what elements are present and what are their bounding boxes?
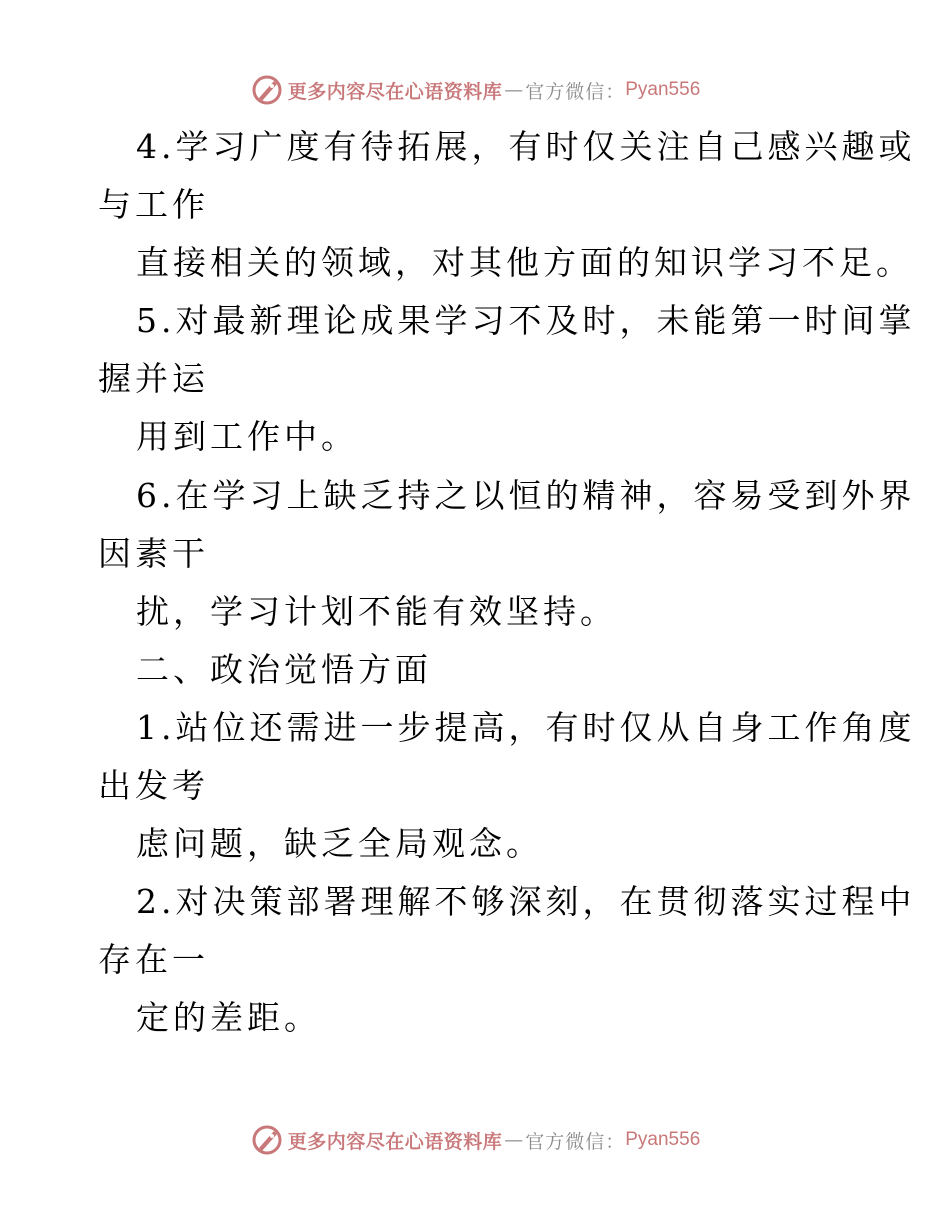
text-line: 6.在学习上缺乏持之以恒的精神，容易受到外界 (136, 476, 916, 515)
text-line: 1.站位还需进一步提高，有时仅从自身工作角度 (136, 708, 916, 747)
section-heading: 二、政治觉悟方面 (136, 650, 432, 689)
text-line: 扰，学习计划不能有效坚持。 (136, 592, 617, 631)
watermark-dash: — (504, 1129, 524, 1151)
text-line: 虑问题，缺乏全局观念。 (136, 824, 543, 863)
footer-watermark (0, 1120, 950, 1160)
watermark-label: 官方微信： (525, 80, 626, 103)
watermark-wechat-id: Pyan556 (625, 79, 701, 100)
text-line: 与工作 (98, 185, 209, 224)
text-line: 2.对决策部署理解不够深刻，在贯彻落实过程中 (136, 882, 916, 921)
watermark-brand: 更多内容尽在心语资料库 (287, 1130, 503, 1153)
text-line: 5.对最新理论成果学习不及时，未能第一时间掌 (136, 301, 916, 340)
text-line: 握并运 (98, 359, 209, 398)
watermark-dash: — (504, 79, 524, 101)
pen-logo-icon (250, 73, 284, 107)
text-line: 因素干 (98, 534, 209, 573)
header-watermark (0, 70, 950, 110)
text-line: 出发考 (98, 766, 209, 805)
text-line: 直接相关的领域，对其他方面的知识学习不足。 (136, 243, 913, 282)
text-line: 4.学习广度有待拓展，有时仅关注自己感兴趣或 (136, 127, 916, 166)
watermark-wechat-id: Pyan556 (625, 1129, 701, 1150)
text-line: 用到工作中。 (136, 417, 358, 456)
text-line: 存在一 (98, 940, 209, 979)
watermark-brand: 更多内容尽在心语资料库 (287, 80, 503, 103)
watermark-label: 官方微信： (525, 1130, 626, 1153)
pen-logo-icon (250, 1123, 284, 1157)
text-line: 定的差距。 (136, 998, 321, 1037)
